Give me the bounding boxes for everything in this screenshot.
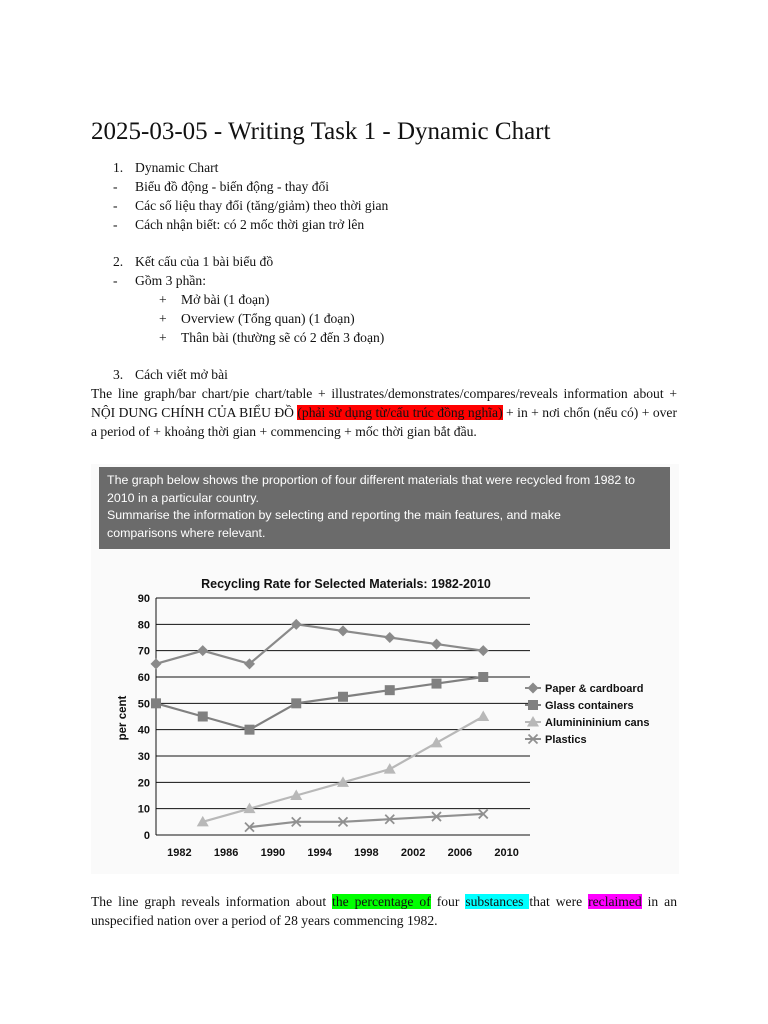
highlight-magenta: reclaimed (588, 894, 642, 909)
answer-paragraph (91, 892, 677, 930)
series (151, 619, 489, 670)
task-prompt-line: comparisons where relevant. (107, 525, 266, 540)
section-number: 2. (113, 254, 124, 269)
y-tick-label: 10 (137, 803, 150, 816)
y-tick-label: 0 (143, 830, 150, 842)
section-number: 3. (113, 367, 124, 382)
y-tick-label: 50 (137, 698, 150, 711)
legend-item (525, 716, 650, 729)
y-tick-label: 70 (137, 645, 150, 658)
line-chart (91, 558, 679, 874)
task-prompt-line: The graph below shows the proportion of four different materials that were recycled from 1982 to (107, 473, 636, 487)
highlight-green: the percentage of (332, 894, 431, 909)
formula-text: The line graph/bar chart/pie chart/table + illustrates/demonstrates/compares/reveals information about + NỘI DUNG CHÍNH CỦA BIỂU ĐỒ (91, 386, 677, 420)
subbullet-text: Thân bài (thường sẽ có 2 đến 3 đoạn) (181, 330, 385, 345)
task-prompt-box (99, 467, 670, 549)
answer-text: The line graph reveals information about (91, 894, 333, 909)
document-title: 2025-03-05 - Writing Task 1 - Dynamic Chart (91, 118, 551, 145)
highlight-cyan: substances (465, 894, 530, 909)
y-tick-label: 20 (137, 777, 150, 790)
answer-text: that were (529, 894, 589, 909)
bullet-text: Gồm 3 phần: (135, 273, 206, 288)
data-point (478, 645, 489, 656)
x-tick-label: 2010 (494, 847, 519, 859)
series (245, 809, 488, 831)
subbullet-marker: + (159, 330, 167, 345)
legend-item (525, 734, 587, 746)
bullet-marker: - (113, 273, 118, 288)
section-heading: Kết cấu của 1 bài biểu đồ (135, 254, 274, 269)
data-point (338, 692, 348, 702)
highlight-red: (phải sử dụng từ/cấu trúc đồng nghĩa) (297, 405, 503, 420)
data-point (528, 700, 538, 710)
legend-label: Paper & cardboard (545, 683, 644, 695)
y-axis-label: per cent (117, 695, 129, 741)
data-point (384, 763, 396, 774)
legend-label: Aluminininium cans (545, 717, 650, 729)
subbullet-text: Mở bài (1 đoạn) (181, 292, 270, 307)
bullet-marker: - (113, 198, 118, 213)
subbullet-text: Overview (Tổng quan) (1 đoạn) (181, 311, 355, 326)
formula-text: + in + nơi chốn (nếu có) + over a period of + khoảng thời gian + commencing + mốc thời gian bắt đầu. (91, 405, 677, 439)
bullet-marker: - (113, 217, 118, 232)
data-point (151, 658, 162, 669)
formula-paragraph (91, 384, 677, 441)
y-tick-label: 60 (137, 672, 150, 684)
section-number: 1. (113, 160, 124, 175)
x-tick-label: 1990 (260, 847, 286, 859)
data-point (432, 679, 442, 689)
data-point (528, 683, 539, 694)
x-tick-label: 1986 (213, 847, 239, 859)
task-prompt-line: Summarise the information by selecting and reporting the main features, and make (107, 508, 561, 522)
data-point (151, 698, 161, 708)
subbullet-marker: + (159, 292, 167, 307)
data-point (338, 625, 349, 636)
data-point (384, 632, 395, 643)
data-point (477, 711, 489, 722)
data-point (197, 645, 208, 656)
x-tick-label: 1998 (354, 847, 379, 859)
subbullet-marker: + (159, 311, 167, 326)
section-heading: Dynamic Chart (135, 160, 219, 175)
chart-title: Recycling Rate for Selected Materials: 1982-2010 (201, 577, 491, 591)
x-tick-label: 2002 (400, 847, 426, 859)
legend-item (525, 700, 634, 712)
y-tick-label: 40 (137, 724, 150, 737)
answer-text: in an unspecified nation over a period of 28 years commencing 1982. (91, 894, 678, 928)
data-point (198, 712, 208, 722)
data-point (245, 725, 255, 735)
task-prompt-line: 2010 in a particular country. (107, 490, 259, 505)
legend-label: Plastics (545, 734, 587, 746)
series-line (250, 814, 484, 827)
legend-item (525, 683, 643, 696)
x-tick-label: 1994 (307, 847, 332, 859)
data-point (385, 685, 395, 695)
data-point (478, 672, 488, 682)
legend-label: Glass containers (545, 700, 634, 712)
bullet-text: Biểu đồ động - biến động - thay đổi (135, 179, 330, 194)
x-tick-label: 1982 (167, 847, 192, 859)
bullet-text: Cách nhận biết: có 2 mốc thời gian trở lên (135, 217, 365, 232)
y-tick-label: 90 (137, 593, 150, 605)
section-heading: Cách viết mở bài (135, 367, 228, 382)
answer-text: four (430, 894, 466, 909)
x-tick-label: 2006 (447, 847, 473, 859)
bullet-marker: - (113, 179, 118, 194)
y-tick-label: 80 (137, 619, 150, 632)
data-point (291, 698, 301, 708)
data-point (431, 737, 443, 748)
data-point (431, 639, 442, 650)
y-tick-label: 30 (137, 751, 150, 763)
bullet-text: Các số liệu thay đổi (tăng/giảm) theo thời gian (135, 198, 389, 213)
